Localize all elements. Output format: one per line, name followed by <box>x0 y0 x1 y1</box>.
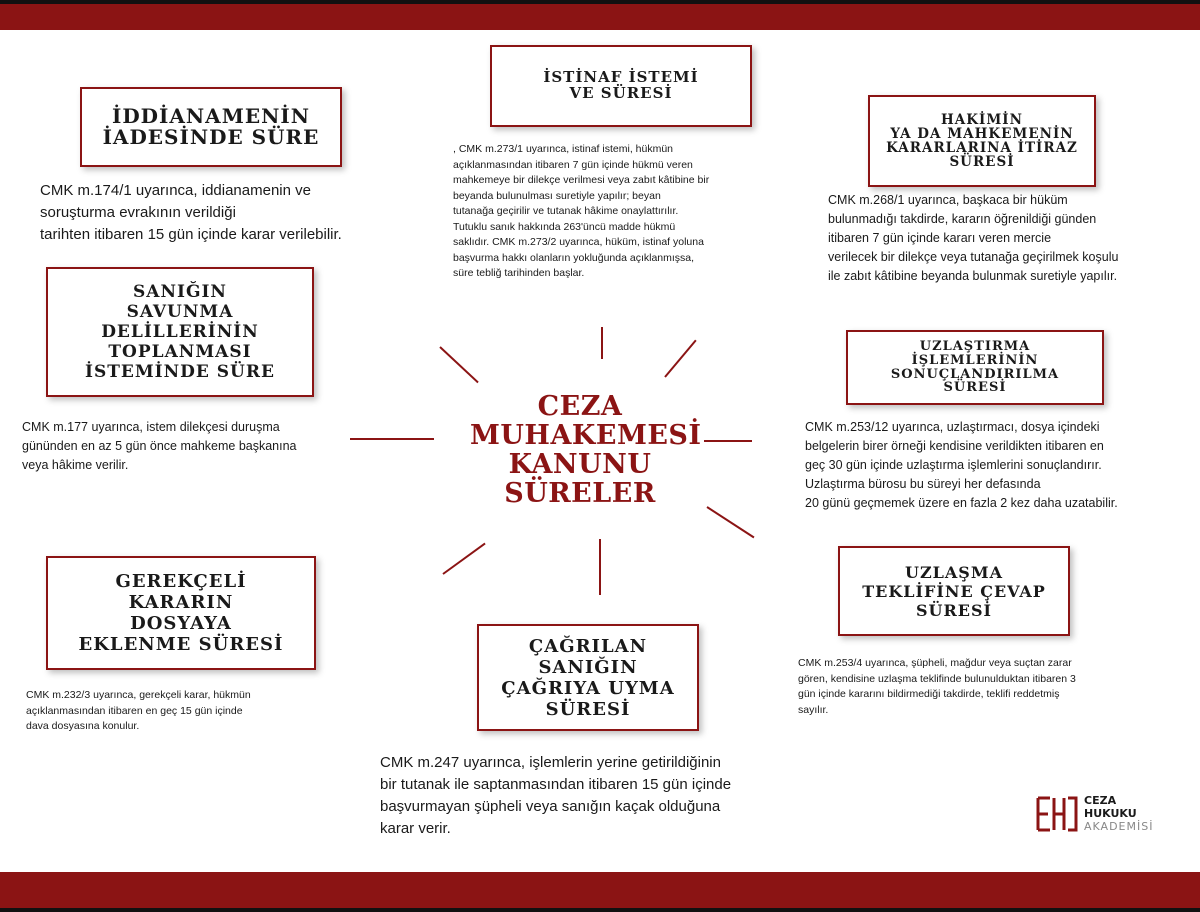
desc-uzlastirma-islemleri: CMK m.253/12 uyarınca, uzlaştırmacı, dosya içindeki belgelerin birer örneği kendisine verildikten itibaren en geç 30 gün içinde uzlaştırma işlemlerini sonuçlandırır. Uzlaştırma bürosu bu süreyi her defasında 20 günü geçmemek üzere en fazla 2 kez daha uzatabilir. <box>805 420 1118 510</box>
title-iddianame-iadesi: İDDİANAMENİN İADESİNDE SÜRE <box>102 104 320 149</box>
box-uzlasma-teklifi <box>838 546 1070 636</box>
box-gerekceli-karar <box>46 556 316 670</box>
title-uzlasma-teklifi: UZLAŞMA TEKLİFİNE ÇEVAP SÜRESİ <box>862 562 1046 620</box>
ray-bottom <box>599 539 601 595</box>
title-gerekceli-karar: GEREKÇELİ KARARIN DOSYAYA EKLENME SÜRESİ <box>78 571 284 655</box>
desc-gerekceli-karar: CMK m.232/3 uyarınca, gerekçeli karar, hükmün açıklanmasından itibaren en geç 15 gün içinde dava dosyasına konulur. <box>26 689 251 732</box>
ray-right <box>704 440 752 442</box>
ray-bottom-left <box>442 543 485 575</box>
ray-bottom-right <box>706 506 754 538</box>
desc-savunma-delilleri: CMK m.177 uyarınca, istem dilekçesi duruşma gününden en az 5 gün önce mahkeme başkanına veya hâkime verilir. <box>22 420 297 472</box>
desc-iddianame-iadesi: CMK m.174/1 uyarınca, iddianamenin ve soruşturma evrakının verildiği tarihten itibaren 15 gün içinde karar verilebilir. <box>40 182 342 243</box>
box-karar-itiraz <box>868 95 1096 187</box>
bottom-border-bar <box>0 872 1200 912</box>
ray-top-left <box>439 346 478 383</box>
logo-line-3: AKADEMİSİ <box>1084 820 1154 833</box>
ray-top-right <box>664 340 696 378</box>
box-savunma-delilleri <box>46 267 314 397</box>
box-istinaf-istemi <box>490 45 752 127</box>
desc-istinaf-istemi: , CMK m.273/1 uyarınca, istinaf istemi, hükmün açıklanmasından itibaren 7 gün içinde hükmü veren mahkemeye bir dilekçe verilmesi veya zabıt kâtibine bir beyanda bulunulması suretiyle yapılır; beyan tutanağa geçirilir ve tutanak hâkime onaylattırılır. Tutuklu sanık hakkında 263'üncü madde hükmü saklıdır. CMK m.273/2 uyarınca, hüküm, istinaf yoluna başvurma hakkı olanların yokluğunda açıklanmışsa, süre tebliğ tarihinden başlar. <box>453 143 710 279</box>
logo-text <box>1084 794 1153 833</box>
ray-top <box>601 327 603 359</box>
desc-cagrilan-sanik: CMK m.247 uyarınca, işlemlerin yerine getirildiğinin bir tutanak ile saptanmasından itibaren 15 gün içinde başvurmayan şüpheli veya sanığın kaçak olduğuna karar verir. <box>380 754 732 837</box>
title-cagrilan-sanik: ÇAĞRILAN SANIĞIN ÇAĞRIYA UYMA SÜRESİ <box>501 635 675 720</box>
title-savunma-delilleri: SANIĞIN SAVUNMA DELİLLERİNİN TOPLANMASI İSTEMİNDE SÜRE <box>85 282 275 382</box>
logo-line-2: HUKUKU <box>1084 807 1137 820</box>
top-border-bar <box>0 0 1200 30</box>
center-title: CEZA MUHAKEMESİ KANUNU SÜRELER <box>470 391 702 509</box>
box-uzlastirma-islemleri <box>846 330 1104 405</box>
logo-line-1: CEZA <box>1084 794 1117 807</box>
title-karar-itiraz: HAKİMİN YA DA MAHKEMENİN KARARLARINA İTİRAZ SÜRESİ <box>886 111 1078 171</box>
ceza-hukuku-akademisi-logo <box>1034 794 1174 834</box>
ray-left <box>350 438 434 440</box>
box-cagrilan-sanik <box>477 624 699 731</box>
ch-monogram-icon <box>1034 794 1080 834</box>
title-uzlastirma-islemleri: UZLAŞTIRMA İŞLEMLERİNİN SONUÇLANDIRILMA SÜRESİ <box>890 339 1060 396</box>
title-istinaf-istemi: İSTİNAF İSTEMİ VE SÜRESİ <box>543 68 699 102</box>
box-iddianame-iadesi <box>80 87 342 167</box>
desc-uzlasma-teklifi: CMK m.253/4 uyarınca, şüpheli, mağdur veya suçtan zarar gören, kendisine uzlaşma teklifinde bulunulduktan itibaren 3 gün içinde kararını bildirmediği takdirde, teklifi reddetmiş sayılır. <box>798 657 1076 716</box>
desc-karar-itiraz: CMK m.268/1 uyarınca, başkaca bir hüküm bulunmadığı takdirde, kararın öğrenildiği günden itibaren 7 gün içinde kararı veren mercie verilecek bir dilekçe veya tutanağa geçirilmek koşulu ile zabıt kâtibine beyanda bulunmak suretiyle yapılır. <box>828 193 1119 283</box>
